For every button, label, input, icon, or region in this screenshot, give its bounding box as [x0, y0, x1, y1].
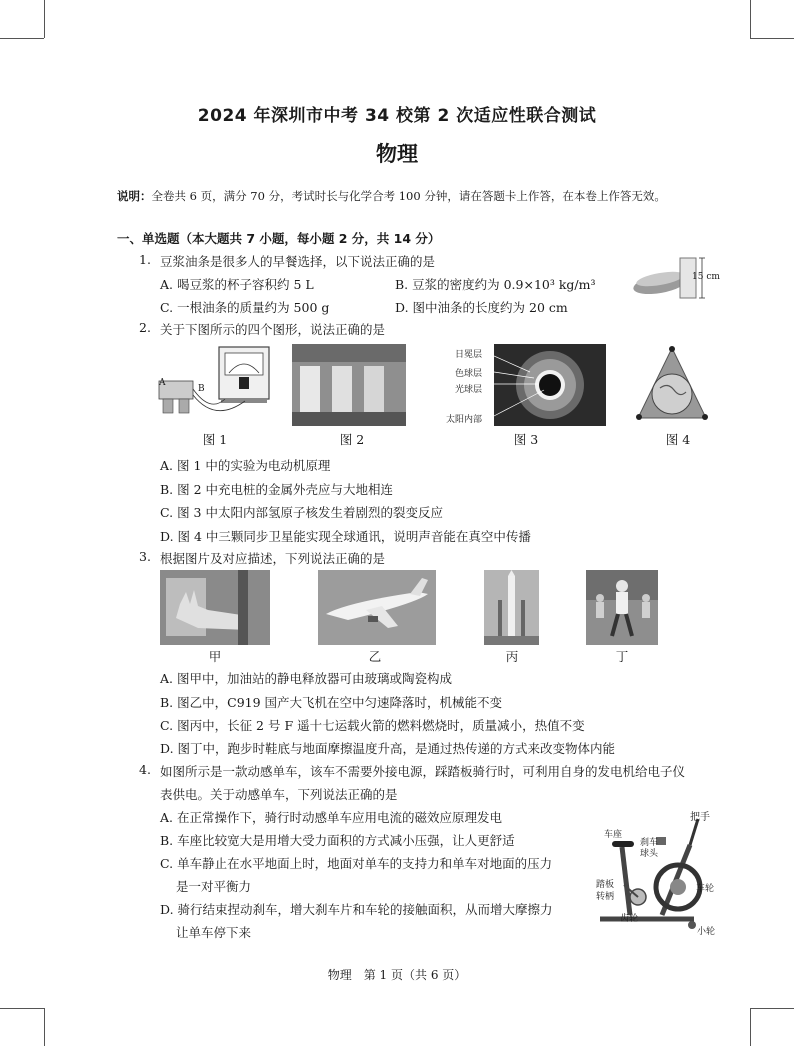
bike-label-handlebar: 把手	[690, 812, 710, 823]
option-b: B. 豆浆的密度约为 0.9×10³ kg/m³	[395, 277, 596, 292]
option-a: A. 图 1 中的实验为电动机原理	[160, 458, 331, 473]
figure-yi-c919-photo	[318, 570, 436, 645]
figure-1-experiment	[155, 343, 275, 425]
option-d: D. 图中油条的长度约为 20 cm	[395, 300, 568, 315]
question-number: 3.	[139, 549, 151, 564]
question-stem-line2: 表供电。关于动感单车，下列说法正确的是	[160, 787, 398, 802]
question-number: 2.	[139, 320, 151, 335]
figure-yi-caption: 乙	[368, 649, 382, 664]
option-a: A. 在正常操作下，骑行时动感单车应用电流的磁效应原理发电	[160, 810, 502, 825]
note-label: 说明：	[117, 189, 152, 203]
figure-jia-static-discharger-photo	[160, 570, 270, 645]
crop-mark	[750, 38, 794, 39]
sun-label-interior: 太阳内部	[446, 415, 483, 425]
cup-height-label: 15 cm	[692, 272, 720, 282]
page-footer: 物理 第 1 页（共 6 页）	[327, 968, 467, 982]
figure-3-sun-photo	[494, 344, 606, 426]
sun-label-chromosphere: 色球层	[455, 369, 483, 379]
crop-mark	[44, 0, 45, 38]
option-b: B. 图 2 中充电桩的金属外壳应与大地相连	[160, 482, 394, 497]
figure-3-caption: 图 3	[513, 432, 539, 447]
option-b: B. 车座比较宽大是用增大受力面积的方式减小压强，让人更舒适	[160, 833, 515, 848]
question-number: 4.	[139, 762, 151, 777]
section-heading: 一、单选题（本大题共 7 小题，每小题 2 分，共 14 分）	[117, 231, 441, 246]
question-number: 1.	[139, 252, 151, 267]
note-text: 全卷共 6 页，满分 70 分，考试时长与化学合考 100 分钟，请在答题卡上作答，在本卷上作答无效。	[151, 189, 666, 203]
figure-1-caption: 图 1	[202, 432, 228, 447]
option-c: C. 图 3 中太阳内部氢原子核发生着剧烈的裂变反应	[160, 505, 443, 520]
figure-4-satellites	[634, 344, 710, 426]
crop-mark	[750, 0, 751, 38]
figure-1-label-a: A	[159, 378, 166, 388]
option-c: C. 图丙中，长征 2 号 F 遥十七运载火箭的燃料燃烧时，质量减小，热值不变	[160, 718, 585, 733]
crop-mark	[750, 1008, 794, 1009]
bike-label-seat: 车座	[604, 830, 623, 840]
option-a: A. 喝豆浆的杯子容积约 5 L	[160, 277, 314, 292]
bike-label-gear: 齿轮	[620, 914, 639, 924]
figure-ding-runners-photo	[586, 570, 658, 645]
question-stem-line1: 如图所示是一款动感单车，该车不需要外接电源，踩踏板骑行时，可利用自身的发电机给电子仪	[160, 764, 686, 779]
crop-mark	[0, 38, 44, 39]
figure-ding-caption: 丁	[615, 649, 629, 664]
bike-label-small-wheel: 小轮	[697, 927, 716, 937]
page-title: 2024 年深圳市中考 34 校第 2 次适应性联合测试	[197, 106, 597, 126]
figure-2-caption: 图 2	[339, 432, 365, 447]
option-d: D. 骑行结束捏动刹车，增大刹车片和车轮的接触面积，从而增大摩擦力	[160, 902, 553, 917]
figure-2-charging-photo	[292, 344, 406, 426]
figure-bing-rocket-photo	[484, 570, 539, 645]
sun-label-photosphere: 光球层	[455, 385, 483, 395]
bike-label-wheel: 车轮	[696, 884, 715, 894]
option-d: D. 图丁中，跑步时鞋底与地面摩擦温度升高，是通过热传递的方式来改变物体内能	[160, 741, 616, 756]
figure-4-caption: 图 4	[665, 432, 691, 447]
sun-label-corona: 日冕层	[455, 350, 483, 360]
figure-1-label-b: B	[198, 384, 205, 394]
crop-mark	[750, 1008, 751, 1046]
exam-note	[117, 188, 666, 204]
figure-bing-caption: 丙	[505, 649, 519, 664]
question-stem: 根据图片及对应描述，下列说法正确的是	[160, 551, 386, 566]
bike-label-crank: 转柄	[596, 892, 615, 902]
option-c-continued: 是一对平衡力	[176, 879, 252, 894]
option-c: C. 一根油条的质量约为 500 g	[160, 300, 330, 315]
option-d: D. 图 4 中三颗同步卫星能实现全球通讯，说明声音能在真空中传播	[160, 529, 531, 544]
question-stem: 关于下图所示的四个图形，说法正确的是	[160, 322, 386, 337]
bike-label-pedal: 踏板	[596, 880, 615, 890]
crop-mark	[44, 1008, 45, 1046]
bike-label-brake-knob: 刹车球头	[640, 838, 659, 859]
option-d-continued: 让单车停下来	[176, 925, 252, 940]
crop-mark	[0, 1008, 44, 1009]
option-a: A. 图甲中，加油站的静电释放器可由玻璃或陶瓷构成	[160, 671, 452, 686]
subject-heading: 物理	[376, 142, 418, 166]
option-b: B. 图乙中，C919 国产大飞机在空中匀速降落时，机械能不变	[160, 695, 503, 710]
figure-jia-caption: 甲	[208, 649, 222, 664]
question-stem: 豆浆油条是很多人的早餐选择，以下说法正确的是	[160, 254, 436, 269]
option-c: C. 单车静止在水平地面上时，地面对单车的支持力和单车对地面的压力	[160, 856, 553, 871]
